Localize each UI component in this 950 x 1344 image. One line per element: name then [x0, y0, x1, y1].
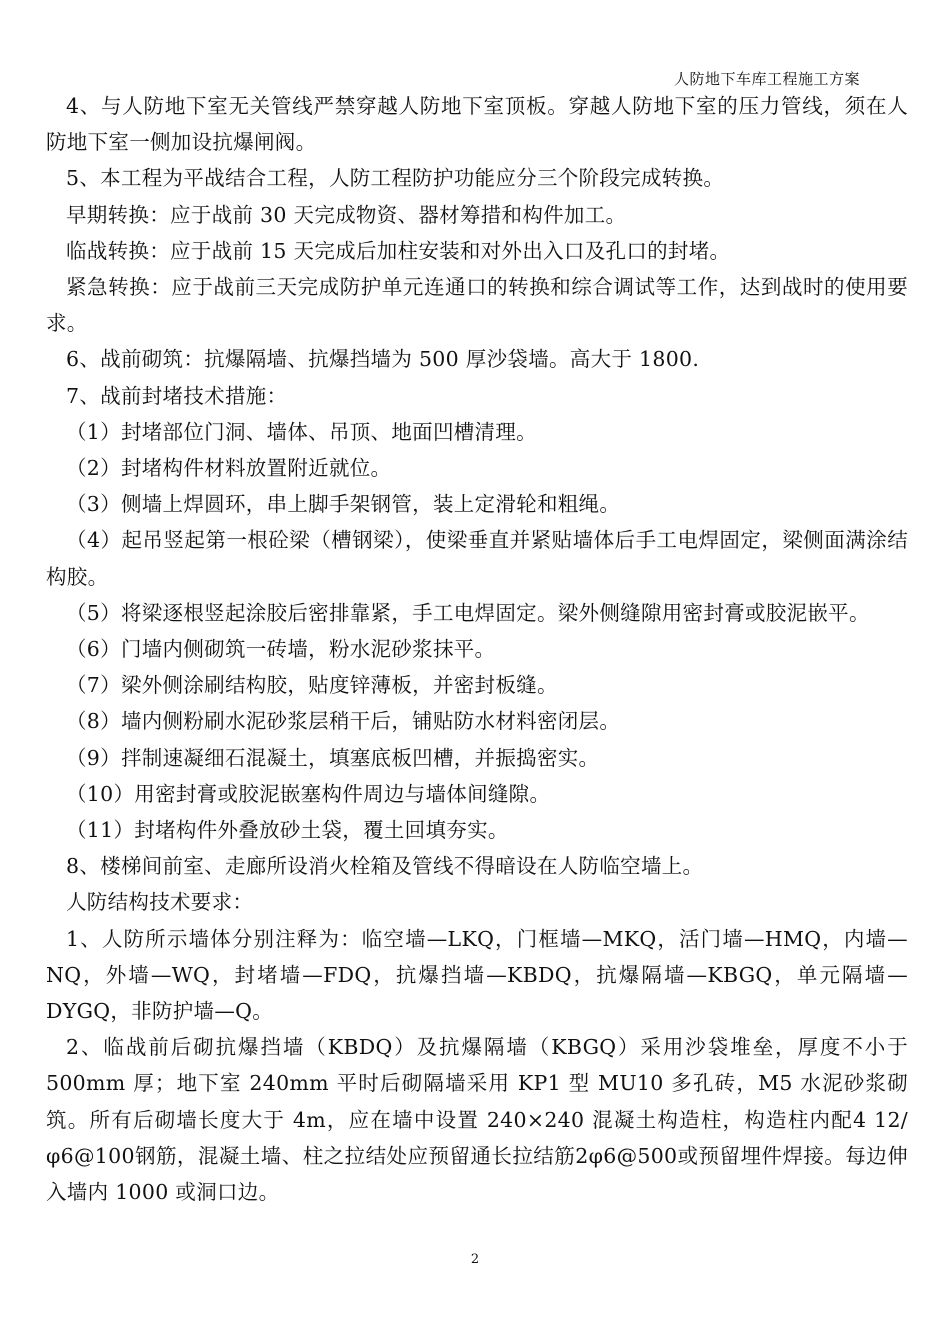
- paragraph: 紧急转换：应于战前三天完成防护单元连通口的转换和综合调试等工作，达到战时的使用要求。: [46, 275, 908, 336]
- paragraph: （11）封堵构件外叠放砂土袋，覆土回填夯实。: [66, 818, 509, 843]
- paragraph: （10）用密封膏或胶泥嵌塞构件周边与墙体间缝隙。: [66, 781, 551, 806]
- paragraph: 1、人防所示墙体分别注释为：临空墙—LKQ，门框墙—MKQ，活门墙—HMQ，内墙—NQ，外墙—WQ，封堵墙—FDQ，抗爆挡墙—KBDQ，抗爆隔墙—KBGQ，单元隔墙—DYGQ，非防护墙—Q。: [46, 926, 908, 1024]
- document-body: [46, 88, 908, 1210]
- paragraph: 2、临战前后砌抗爆挡墙（KBDQ）及抗爆隔墙（KBGQ）采用沙袋堆垒，厚度不小于500mm 厚；地下室 240mm 平时后砌隔墙采用 KP1 型 MU10 多孔砖，M5 水泥砂浆砌筑。所有后砌墙长度大于 4m，应在墙中设置 240×240 混凝土构造柱，构造柱内配4 12/φ6@100钢筋，混凝土墙、柱之拉结处应预留通长拉结筋2φ6@500或预留埋件焊接。每边伸入墙内 1000 或洞口边。: [46, 1035, 908, 1205]
- paragraph: （5）将梁逐根竖起涂胶后密排靠紧，手工电焊固定。梁外侧缝隙用密封膏或胶泥嵌平。: [66, 600, 870, 625]
- paragraph: （6）门墙内侧砌筑一砖墙，粉水泥砂浆抹平。: [66, 637, 496, 662]
- paragraph: 8、楼梯间前室、走廊所设消火栓箱及管线不得暗设在人防临空墙上。: [66, 854, 704, 879]
- paragraph: 早期转换：应于战前 30 天完成物资、器材筹措和构件加工。: [66, 202, 627, 227]
- paragraph: 4、与人防地下室无关管线严禁穿越人防地下室顶板。穿越人防地下室的压力管线，须在人防地下室一侧加设抗爆闸阀。: [46, 94, 908, 155]
- paragraph: （4）起吊竖起第一根砼梁（槽钢梁），使梁垂直并紧贴墙体后手工电焊固定，梁侧面满涂结构胶。: [46, 528, 908, 589]
- paragraph: （8）墙内侧粉刷水泥砂浆层稍干后，铺贴防水材料密闭层。: [66, 709, 621, 734]
- paragraph: （7）梁外侧涂刷结构胶，贴度锌薄板，并密封板缝。: [66, 673, 558, 698]
- page-number: 2: [470, 1252, 480, 1267]
- paragraph: 临战转换：应于战前 15 天完成后加柱安装和对外出入口及孔口的封堵。: [66, 238, 731, 263]
- paragraph: （1）封堵部位门洞、墙体、吊顶、地面凹槽清理。: [66, 419, 537, 444]
- paragraph: 7、战前封堵技术措施：: [66, 383, 288, 408]
- running-header: 人防地下车库工程施工方案: [673, 70, 860, 88]
- paragraph: （2）封堵构件材料放置附近就位。: [66, 456, 392, 481]
- paragraph: 6、战前砌筑：抗爆隔墙、抗爆挡墙为 500 厚沙袋墙。高大于 1800.: [66, 347, 700, 372]
- paragraph: （3）侧墙上焊圆环，串上脚手架钢管，装上定滑轮和粗绳。: [66, 492, 621, 517]
- paragraph: 5、本工程为平战结合工程，人防工程防护功能应分三个阶段完成转换。: [66, 166, 725, 191]
- paragraph: （9）拌制速凝细石混凝土，填塞底板凹槽，并振捣密实。: [66, 745, 600, 770]
- paragraph: 人防结构技术要求：: [66, 890, 254, 915]
